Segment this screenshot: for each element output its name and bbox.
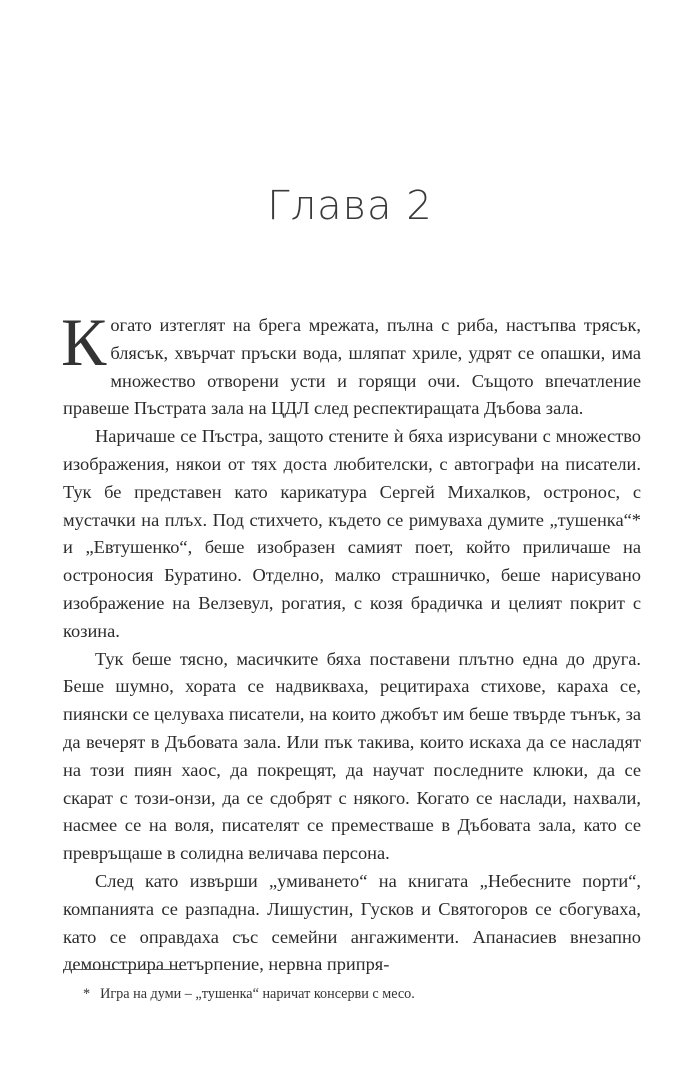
paragraph-3: Тук беше тясно, масичките бяха поставени плътно една до друга. Беше шумно, хората се надвикваха, рецитираха стихове, караха се, пиянски се целуваха писатели, на които джобът им беше твърде тънък, за да вечерят в Дъбовата зала. Или пък такива, които искаха да се насладят на този пиян хаос, да покрещят, да научат последните клюки, да се скарат с този-онзи, да се сдобрят с някого. Когато се наслади, нахвали, насмее се на воля, писателят се преместваше в Дъбовата зала, като се превръщаше в солидна величава персона. (63, 648, 641, 864)
footnote-marker: * (83, 986, 91, 1002)
chapter-title: Глава 2 (267, 183, 433, 229)
drop-cap: К (61, 304, 107, 380)
paragraph-1-text: огато изтеглят на брега мрежата, пълна с риба, настъпва трясък, блясък, хвърчат пръски вода, шляпат хриле, удрят се опашки, има множество отворени усти и горящи очи. Същото впечатление правеше Пъстрата зала на ЦДЛ след респектиращата Дъбова зала. (63, 315, 641, 419)
footnote (83, 984, 643, 1004)
footnote-text: Игра на думи – „тушенка“ наричат консерви с месо. (100, 986, 415, 1002)
paragraph-4: След като извърши „умиването“ на книгата „Небесните порти“, компанията се разпадна. Лишустин, Гусков и Святогоров се сбогуваха, като се оправдаха със семейни ангажименти. Апанасиев внезапно демонстрира нетърпение, нервна припря- (63, 870, 641, 975)
chapter-body (61, 304, 641, 979)
footnote-divider (63, 969, 187, 970)
paragraph-1 (61, 304, 641, 423)
paragraph-2: Наричаше се Пъстра, защото стените ѝ бяха изрисувани с множество изображения, някои от тях доста любителски, с автографи на писатели. Тук бе представен като карикатура Сергей Михалков, остронос, с мустачки на плъх. Под стихчето, където се римуваха думите „тушенка“* и „Евтушенко“, беше изобразен самият поет, който приличаше на остроносия Буратино. Отделно, малко страшничко, беше нарисувано изображение на Велзевул, рогатия, с козя брадичка и целият покрит с козина. (63, 426, 641, 641)
